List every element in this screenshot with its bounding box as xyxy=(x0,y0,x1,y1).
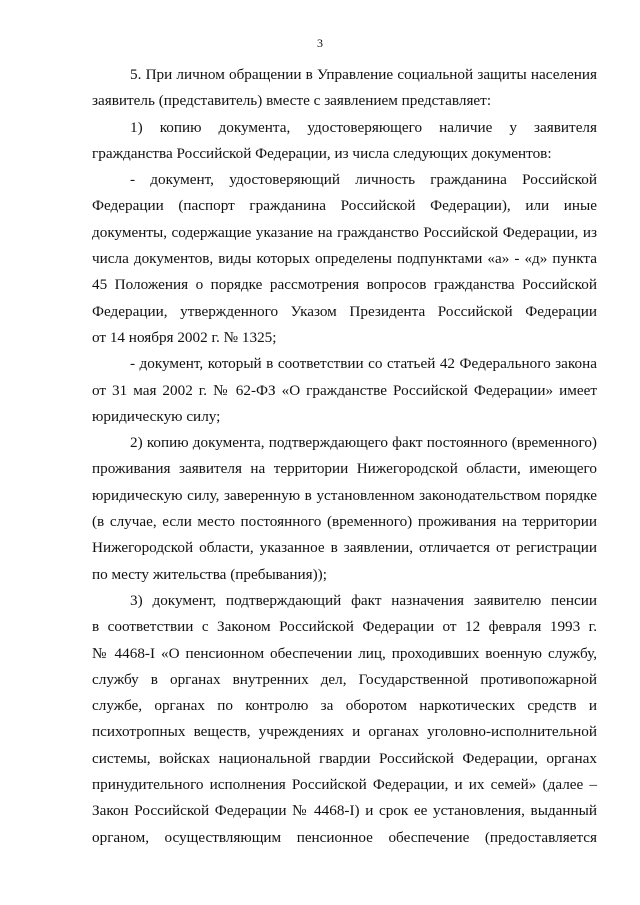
text-line: службу в органах внутренних дел, Государственной противопожарной xyxy=(92,670,597,688)
text-line: проживания заявителя на территории Нижегородской области, имеющего xyxy=(92,460,597,478)
text-line: юридическую силу; xyxy=(92,407,221,425)
text-line: службе, органах по контролю за оборотом наркотических средств и xyxy=(92,697,597,715)
text-line: Нижегородской области, указанное в заявлении, отличается от регистрации xyxy=(92,539,597,557)
text-line: 1) копию документа, удостоверяющего наличие у заявителя xyxy=(130,118,597,136)
text-line: системы, войсках национальной гвардии Российской Федерации, органах xyxy=(92,749,597,767)
text-line: по месту жительства (пребывания)); xyxy=(92,565,327,583)
text-line: 45 Положения о порядке рассмотрения вопросов гражданства Российской xyxy=(92,276,597,294)
text-line: заявитель (представитель) вместе с заявлением представляет: xyxy=(92,92,492,110)
text-line: - документ, который в соответствии со статьей 42 Федерального закона xyxy=(130,355,597,373)
text-line: Федерации (паспорт гражданина Российской Федерации), или иные xyxy=(92,197,597,215)
text-line: Закон Российской Федерации № 4468-I) и срок ее установления, выданный xyxy=(92,802,597,820)
text-line: документы, содержащие указание на гражданство Российской Федерации, из xyxy=(92,223,597,241)
text-line: от 31 мая 2002 г. № 62-ФЗ «О гражданстве Российской Федерации» имеет xyxy=(92,381,597,399)
text-line: гражданства Российской Федерации, из числа следующих документов: xyxy=(92,144,552,162)
text-line: 3) документ, подтверждающий факт назначения заявителю пенсии xyxy=(130,591,597,609)
text-line: органом, осуществляющим пенсионное обеспечение (предоставляется xyxy=(92,828,597,846)
text-line: 5. При личном обращении в Управление социальной защиты населения xyxy=(130,66,597,83)
text-line: (в случае, если место постоянного (временного) проживания на территории xyxy=(92,513,597,531)
text-line: Федерации, утвержденного Указом Президента Российской Федерации xyxy=(92,302,597,320)
document-body xyxy=(92,62,597,851)
text-line: числа документов, виды которых определены подпунктами «а» - «д» пункта xyxy=(92,250,597,268)
text-line: 2) копию документа, подтверждающего факт постоянного (временного) xyxy=(130,434,597,452)
page-number: 3 xyxy=(317,36,323,50)
text-line: - документ, удостоверяющий личность гражданина Российской xyxy=(130,171,597,189)
text-line: юридическую силу, заверенную в установленном законодательством порядке xyxy=(92,486,597,504)
text-line: психотропных веществ, учреждениях и органах уголовно-исполнительной xyxy=(92,723,597,741)
text-line: принудительного исполнения Российской Федерации, и их семей» (далее – xyxy=(92,776,597,794)
text-line: от 14 ноября 2002 г. № 1325; xyxy=(92,328,277,346)
text-line: № 4468-I «О пенсионном обеспечении лиц, проходивших военную службу, xyxy=(92,644,597,662)
text-line: в соответствии с Законом Российской Федерации от 12 февраля 1993 г. xyxy=(92,618,597,636)
